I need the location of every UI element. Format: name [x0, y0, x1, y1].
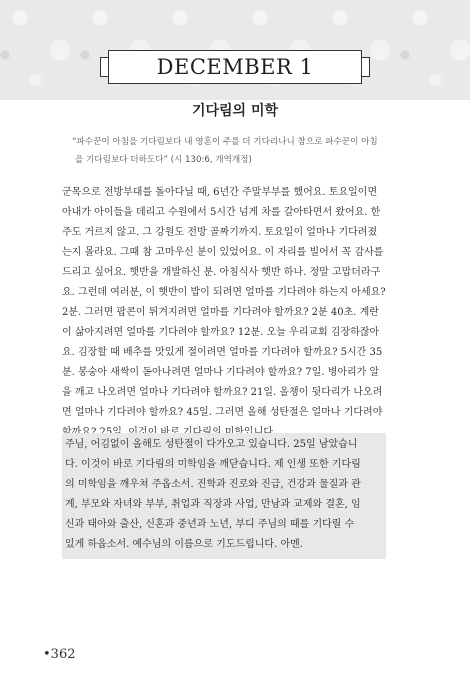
title-box-left-notch — [100, 57, 108, 77]
prayer-line: 다. 이것이 바로 기다림의 미학임을 깨닫습니다. 제 인생 또한 기다림 — [65, 459, 361, 470]
verse-line: “파수꾼이 아침을 기다림보다 내 영혼이 주를 더 기다리나니 참으로 파수꾼이 아침 — [72, 137, 378, 147]
body-line: 을 깨고 나오려면 얼마나 기다려야 할까요? 21일. 올챙이 뒷다리가 나오려 — [62, 387, 383, 398]
body-line: 는지 몰라요. 그때 참 고마우신 분이 있었어요. 이 자리를 빌어서 꼭 감사를 — [62, 247, 384, 258]
prayer-line: 있게 하옵소서. 예수님의 이름으로 기도드립니다. 아멘. — [65, 539, 303, 550]
prayer-line: 의 미학임을 깨우쳐 주옵소서. 진학과 진로와 진급, 건강과 물질과 관 — [65, 479, 361, 490]
date-title-box — [108, 50, 362, 84]
body-line: 요. 그런데 여러분, 이 햇반이 밥이 되려면 얼마를 기다려야 하는지 아세요? — [62, 287, 386, 298]
prayer-line: 계, 부모와 자녀와 부부, 취업과 직장과 사업, 만남과 교제와 결혼, 임 — [65, 499, 361, 510]
body-line: 2분. 그러면 팝콘이 튀겨지려면 얼마를 기다려야 할까요? 2분 40초. 계란 — [62, 307, 379, 318]
body-line: 분. 봉숭아 새싹이 돋아나려면 얼마나 기다려야 할까요? 7일. 병아리가 알 — [62, 367, 380, 378]
verse-line: 을 기다림보다 더하도다” (시 130:6, 개역개정) — [75, 155, 252, 165]
body-line: 드리고 싶어요. 햇반을 개발하신 분. 아침식사 햇반 하나. 정말 고맙더라구 — [62, 267, 381, 278]
body-line: 이 삶아지려면 얼마를 기다려야 할까요? 12분. 오늘 우리교회 김장하잖아 — [62, 327, 380, 338]
date-title: DECEMBER 1 — [156, 55, 314, 79]
body-line: 면 얼마나 기다려야 할까요? 45일. 그러면 올해 성탄절은 얼마나 기다려야 — [62, 407, 383, 418]
title-box-right-notch — [362, 57, 370, 77]
body-line: 요. 김장할 때 배추를 맛있게 절이려면 얼마를 기다려야 할까요? 5시간 35 — [62, 347, 383, 358]
body-text — [62, 183, 407, 443]
prayer-line: 신과 태아와 출산, 신혼과 중년과 노년, 부디 주님의 때를 기다릴 수 — [65, 519, 355, 530]
bible-verse — [72, 133, 392, 169]
devotion-title: 기다림의 미학 — [191, 103, 279, 119]
body-line: 군목으로 전방부대를 돌아다닐 때, 6년간 주말부부를 했어요. 토요일이면 — [62, 187, 378, 198]
prayer-line: 주님, 어김없이 올해도 성탄절이 다가오고 있습니다. 25일 남았습니 — [65, 439, 358, 450]
header-banner — [0, 0, 470, 100]
body-line: 아내가 아이들을 데리고 수원에서 5시간 넘게 차를 갈아타면서 왔어요. 한 — [62, 207, 381, 218]
prayer-box — [62, 433, 386, 559]
page-number: •362 — [43, 647, 76, 662]
body-line: 주도 거르지 않고. 그 강원도 전방 골짜기까지. 토요일이 얼마나 기다려졌 — [62, 227, 378, 238]
